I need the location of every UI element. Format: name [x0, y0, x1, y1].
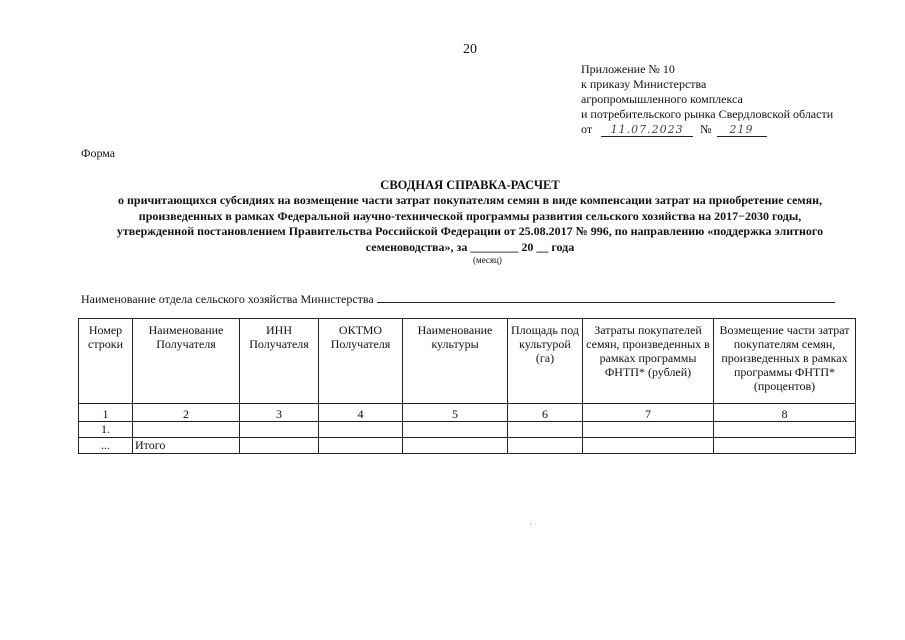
table-cell: [403, 422, 508, 438]
header-cell: Номер строки: [79, 319, 133, 404]
column-number: 4: [319, 404, 403, 422]
table-cell: [583, 438, 714, 454]
total-label-cell: Итого: [133, 438, 240, 454]
header-cell: ОКТМО Получателя: [319, 319, 403, 404]
table-cell: [133, 422, 240, 438]
page-number: 20: [463, 42, 477, 57]
scan-speck: [530, 524, 531, 525]
month-note: (месяц): [473, 255, 502, 265]
column-number: 7: [583, 404, 714, 422]
appendix-line-3: агропромышленного комплекса: [581, 92, 743, 106]
table-cell: [240, 422, 319, 438]
header-cell: Наименование культуры: [403, 319, 508, 404]
table-cell: [714, 422, 856, 438]
form-label: Форма: [81, 146, 116, 160]
column-number: 5: [403, 404, 508, 422]
column-number: 3: [240, 404, 319, 422]
table-cell: [583, 422, 714, 438]
header-cell: Наименование Получателя: [133, 319, 240, 404]
department-blank-line: [377, 291, 835, 303]
document-subtitle: [70, 193, 870, 255]
table-cell: [508, 438, 583, 454]
header-cell: Возмещение части затрат покупателям семян, произведенных в рамках программы ФНТП* (процентов): [714, 319, 856, 404]
column-number: 2: [133, 404, 240, 422]
appendix-line-1: Приложение № 10: [581, 62, 675, 76]
column-number: 8: [714, 404, 856, 422]
department-label: Наименование отдела сельского хозяйства Министерства: [81, 292, 374, 306]
table-cell: [240, 438, 319, 454]
document-title: СВОДНАЯ СПРАВКА-РАСЧЕТ: [380, 178, 560, 192]
handwritten-number: 219: [717, 123, 767, 137]
department-field: [81, 291, 835, 307]
appendix-line-4: и потребительского рынка Свердловской области: [581, 107, 834, 121]
appendix-line-2: к приказу Министерства: [581, 77, 707, 91]
column-number: 1: [79, 404, 133, 422]
table-cell: [319, 438, 403, 454]
table-cell: [508, 422, 583, 438]
table-cell: [403, 438, 508, 454]
table-row: [79, 422, 856, 438]
appendix-block: [581, 62, 833, 137]
summary-table: [78, 318, 856, 454]
subtitle-line-3: утвержденной постановлением Правительства Российской Федерации от 25.08.2017 № 996, по направлению «поддержка элитного: [116, 224, 824, 238]
column-number-row: [79, 404, 856, 422]
table-cell: ...: [79, 438, 133, 454]
subtitle-line-4: семеноводства», за ________ 20 __ года: [365, 239, 575, 254]
header-cell: ИНН Получателя: [240, 319, 319, 404]
subtitle-line-1: о причитающихся субсидиях на возмещение части затрат покупателям семян в виде компенсации затрат на приобретение семян,: [117, 193, 822, 207]
appendix-date-line: [581, 122, 833, 137]
subtitle-line-2: произведенных в рамках Федеральной научно-технической программы развития сельского хозяйства на 2017−2030 годы,: [138, 208, 802, 223]
from-label: от: [581, 122, 593, 136]
table-header-row: [79, 319, 856, 404]
handwritten-date: 11.07.2023: [601, 123, 693, 137]
number-label: №: [700, 122, 712, 136]
table-row-total: [79, 438, 856, 454]
header-cell: Затраты покупателей семян, произведенных в рамках программы ФНТП* (рублей): [583, 319, 714, 404]
table-cell: [319, 422, 403, 438]
table-cell: 1.: [79, 422, 133, 438]
header-cell: Площадь под культурой (га): [508, 319, 583, 404]
column-number: 6: [508, 404, 583, 422]
table-cell: [714, 438, 856, 454]
